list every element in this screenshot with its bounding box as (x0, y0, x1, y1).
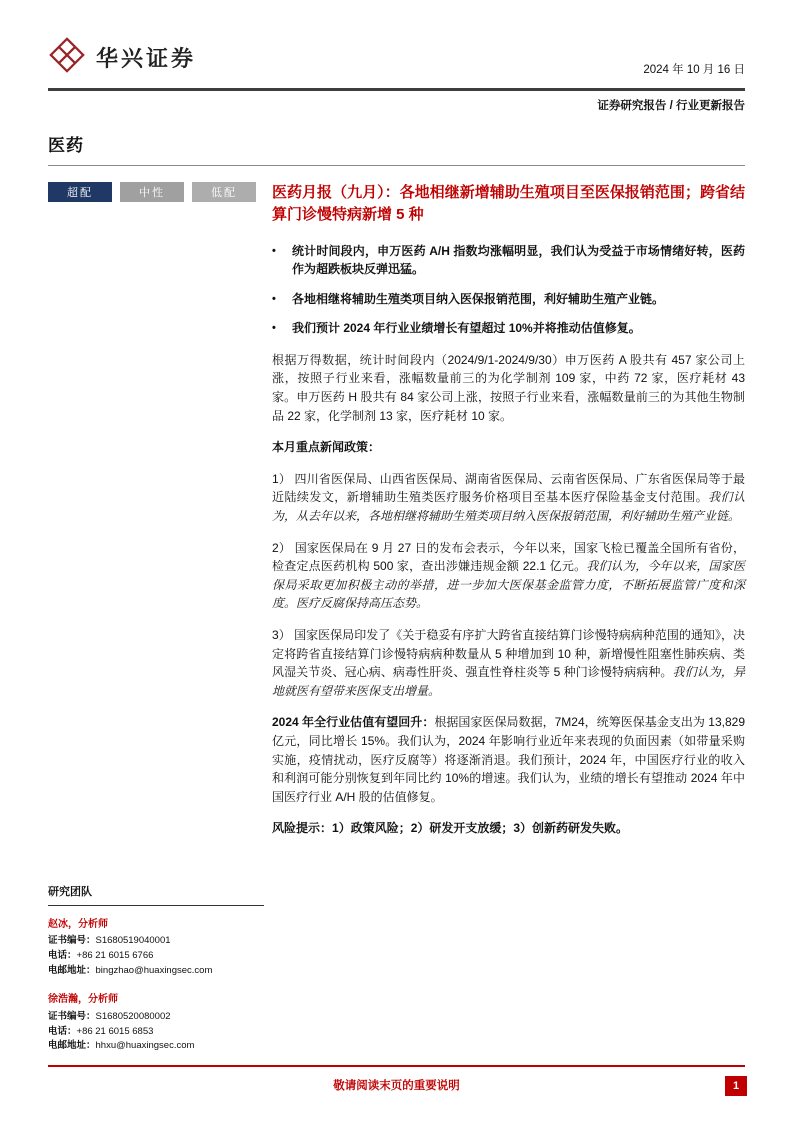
analyst-cert-line (48, 1010, 264, 1025)
bullet-icon: • (272, 244, 276, 257)
news-text: 1） 四川省医保局、山西省医保局、湖南省医保局、云南省医保局、广东省医保局等于最近陆续发文，新增辅助生殖类医疗服务价格项目至基本医疗保险基金支付范围。 (272, 471, 745, 505)
team-member (48, 992, 264, 1054)
report-date: 2024 年 10 月 16 日 (643, 64, 745, 76)
rating-neutral-badge: 中性 (120, 182, 184, 202)
analyst-name: 徐浩瀚，分析师 (48, 994, 118, 1006)
content-columns (48, 182, 745, 1054)
summary-bullet (272, 319, 745, 338)
bullet-icon: • (272, 322, 276, 335)
news-item (272, 470, 745, 526)
summary-bullets (272, 242, 745, 338)
page-number-badge: 1 (725, 1076, 747, 1096)
news-comment: 我们认为，从去年以来，各地相继将辅助生殖类项目纳入医保报销范围，利好辅助生殖产业链。 (272, 490, 745, 524)
main-content (268, 182, 745, 1054)
research-team (48, 883, 264, 1054)
email-link[interactable]: bingzhao@huaxingsec.com (95, 964, 213, 976)
sector-divider (48, 165, 745, 166)
analyst-name: 赵冰，分析师 (48, 918, 108, 930)
team-member (48, 917, 264, 979)
news-text: 2） 国家医保局在 9 月 27 日的发布会表示，今年以来，国家飞检已覆盖全国所有省份，检查定点医药机构 500 家，查出涉嫌违规金额 22.1 亿元。 (272, 540, 745, 574)
footer-row (48, 1076, 745, 1096)
overview-paragraph: 根据万得数据，统计时间段内（2024/9/1-2024/9/30）申万医药 A 股共有 457 家公司上涨，按照子行业来看，涨幅数量前三的为化学制剂 109 家，中药 72 家，医疗耗材 43 家。申万医药 H 股共有 84 家公司上涨，按照子行业来看，涨幅数量前三的为其他生物制品 22 家，化学制剂 13 家，医疗耗材 10 家。 (272, 352, 745, 423)
report-type-label: 证券研究报告 / 行业更新报告 (597, 100, 745, 112)
research-team-header: 研究团队 (48, 883, 264, 906)
phone-label: 电话： (48, 1025, 77, 1037)
bullet-icon: • (272, 292, 276, 305)
rating-overweight-badge: 超配 (48, 182, 112, 202)
news-comment: 我们认为，今年以来，国家医保局采取更加积极主动的举措，进一步加大医保基金监管力度，不断拓展监管广度和深度。医疗反腐保持高压态势。 (272, 559, 745, 611)
header (48, 36, 745, 79)
rating-underweight-badge: 低配 (192, 182, 256, 202)
news-section-header: 本月重点新闻政策： (272, 440, 381, 455)
analyst-phone-line (48, 949, 264, 964)
email-link[interactable]: hhxu@huaxingsec.com (95, 1040, 195, 1052)
valuation-body: 根据国家医保局数据，7M24，统筹医保基金支出为 13,829 亿元，同比增长 15%。我们认为，2024 年影响行业近年来表现的负面因素（如带量采购实施，疫情扰动，医疗反腐等）将逐渐消退。我们预计，2024 年，中国医疗行业的收入和利润可能分别恢复到年同比约 10%的增速。我们认为，业绩的增长有望推动 2024 年中国医疗行业 A/H 股的估值修复。 (272, 715, 746, 804)
rating-badges (48, 182, 268, 202)
phone-value: +86 21 6015 6853 (76, 1025, 154, 1037)
analyst-phone-line (48, 1025, 264, 1040)
cert-label: 证书编号： (48, 935, 96, 947)
email-label: 电邮地址： (48, 964, 96, 976)
phone-value: +86 21 6015 6766 (76, 949, 154, 961)
news-item (272, 539, 745, 613)
cert-value: S1680520080002 (95, 1010, 171, 1022)
bullet-text: 我们预计 2024 年行业业绩增长有望超过 10%并将推动估值修复。 (292, 321, 641, 336)
risk-body: 1）政策风险；2）研发开支放缓；3）创新药研发失败。 (332, 821, 629, 836)
sector-title: 医药 (48, 136, 84, 155)
footer-divider (48, 1065, 745, 1067)
header-divider (48, 88, 745, 91)
analyst-email-line (48, 1039, 264, 1054)
news-comment: 我们认为，异地就医有望带来医保支出增量。 (272, 665, 745, 698)
summary-bullet (272, 242, 745, 279)
risk-paragraph (272, 819, 745, 838)
report-title: 医药月报（九月）：各地相继新增辅助生殖项目至医保报销范围；跨省结算门诊慢特病新增 5 种 (272, 184, 745, 223)
news-item (272, 626, 745, 700)
email-label: 电邮地址： (48, 1040, 96, 1052)
analyst-email-line (48, 964, 264, 979)
footer-disclaimer: 敬请阅读末页的重要说明 (333, 1080, 460, 1092)
huaxing-logo-icon (48, 36, 86, 79)
left-column (48, 182, 268, 1054)
summary-bullet (272, 290, 745, 309)
phone-label: 电话： (48, 949, 77, 961)
cert-label: 证书编号： (48, 1010, 96, 1022)
cert-value: S1680519040001 (95, 935, 171, 947)
risk-lead: 风险提示： (272, 821, 333, 836)
valuation-lead: 2024 年全行业估值有望回升： (272, 715, 435, 730)
footer (48, 1065, 745, 1096)
valuation-paragraph (272, 713, 745, 806)
bullet-text: 统计时间段内，申万医药 A/H 指数均涨幅明显，我们认为受益于市场情绪好转，医药作为超跌板块反弹迅猛。 (292, 243, 745, 277)
brand-name: 华兴证券 (96, 46, 197, 71)
bullet-text: 各地相继将辅助生殖类项目纳入医保报销范围，利好辅助生殖产业链。 (292, 291, 665, 306)
brand-logo (48, 36, 196, 79)
news-text: 3） 国家医保局印发了《关于稳妥有序扩大跨省直接结算门诊慢特病病种范围的通知》，决定将跨省直接结算门诊慢特病病种数量从 5 种增加到 10 种，新增慢性阻塞性肺疾病、类风湿关节炎、冠心病、病毒性肝炎、强直性脊柱炎等 5 种门诊慢特病病种。 (272, 628, 745, 680)
analyst-cert-line (48, 934, 264, 949)
